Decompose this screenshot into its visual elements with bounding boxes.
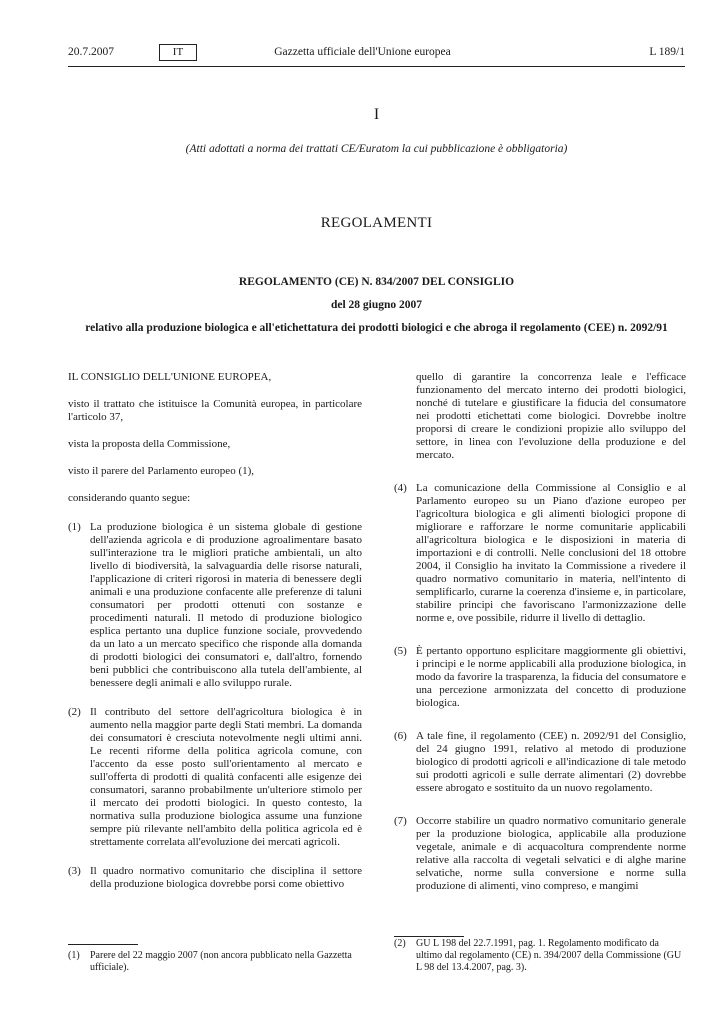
footnote-1: [68, 950, 362, 974]
acts-note: (Atti adottati a norma dei trattati CE/Euratom la cui pubblicazione è obbligatoria): [185, 143, 568, 155]
recital-text: A tale fine, il regolamento (CEE) n. 2092/91 del Consiglio, del 24 giugno 1991, relativo al metodo di produzione biologico di prodotti agricoli e all'indicazione di tale metodo sui prodotti agricoli e sulle derrate alimentari (2) dovrebbe essere abrogato e sostituito da un nuovo regolamento.: [416, 730, 686, 794]
recital-number: (6): [394, 730, 407, 742]
language-badge: IT: [159, 44, 197, 61]
regulation-subject: relativo alla produzione biologica e all'etichettatura dei prodotti biologici e che abroga il regolamento (CEE) n. 2092/91: [85, 322, 668, 334]
recital-number: (1): [68, 521, 81, 533]
recital-3-continued: [394, 371, 686, 462]
recital-number: (7): [394, 815, 407, 827]
footnote-text: GU L 198 del 22.7.1991, pag. 1. Regolamento modificato da ultimo dal regolamento (CE) n. 394/2007 della Commissione (GU L 98 del 13.4.2007, pag. 3).: [416, 938, 682, 973]
page-number: L 189/1: [649, 46, 685, 58]
recital-number: (3): [68, 865, 81, 877]
recital-text: quello di garantire la concorrenza leale e l'efficace funzionamento del mercato interno dei prodotti biologici, nonché di tutelare e giustificare la fiducia del consumatore nei prodotti etichettati come biologici. Dovrebbe inoltre proporsi di creare le condizioni propizie allo sviluppo del settore, in linea con l'evoluzione della produzione e del mercato.: [416, 371, 686, 461]
recital-text: La comunicazione della Commissione al Consiglio e al Parlamento europeo su un Piano d'azione europeo per l'agricoltura biologica e gli alimenti biologici propone di migliorare e rafforzare le norme comunitarie applicabili all'agricoltura biologica e le disposizioni in materia di importazioni e di controlli. Nelle conclusioni del 18 ottobre 2004, il Consiglio ha invitato la Commissione a rivedere il quadro normativo comunitario in materia, nell'intento di semplificarlo, curarne la coerenza d'insieme e, in particolare, stabilire principi che favoriscano l'armonizzazione delle norme e, ove possibile, ridurre il livello di dettaglio.: [416, 482, 686, 624]
council-preamble: IL CONSIGLIO DELL'UNIONE EUROPEA,: [68, 371, 272, 383]
recital-text: Il quadro normativo comunitario che disciplina il settore della produzione biologica dovrebbe porsi come obiettivo: [90, 865, 362, 890]
publication-title: Gazzetta ufficiale dell'Unione europea: [274, 46, 451, 58]
recital-4: [394, 482, 686, 625]
header-divider: [68, 66, 685, 67]
recital-6: [394, 730, 686, 795]
recital-text: Il contributo del settore dell'agricoltura biologica è in aumento nella maggior parte degli Stati membri. La domanda dei consumatori è cresciuta notevolmente negli ultimi anni. Le recenti riforme della politica agricola comune, con l'accento da esse posto sull'orientamento al mercato e sull'offerta di prodotti di qualità confacenti alle esigenze dei consumatori, saranno probabilmente un'ulteriore stimolo per il mercato dei prodotti biologici. In questo contesto, la normativa sulla produzione biologica assume una funzione sempre più rilevante nell'ambito della politica agricola ed è strettamente correlata all'evoluzione dei mercati agricoli.: [90, 706, 362, 848]
footnote-number: (2): [394, 938, 406, 949]
recital-text: Occorre stabilire un quadro normativo comunitario generale per la produzione biologica, applicabile alla produzione vegetale, animale e di acquacoltura comprendente norme relative alla raccolta di vegetali selvatici e di alghe marine selvatiche, norme sulla conversione e norme sulla produzione di alimenti, vino compreso, e mangimi: [416, 815, 686, 892]
footnote-2: [394, 938, 686, 974]
left-column: [68, 371, 362, 904]
regulation-date: del 28 giugno 2007: [330, 299, 423, 311]
recital-3: [68, 865, 362, 891]
recital-number: (2): [68, 706, 81, 718]
recital-text: È pertanto opportuno esplicitare maggiormente gli obiettivi, i principi e le norme applicabili alla produzione biologica, in modo da favorire la trasparenza, la fiducia del consumatore e una percezione armonizzata del concetto di produzione biologica.: [416, 645, 686, 709]
header-date: 20.7.2007: [68, 46, 114, 58]
footnote-number: (1): [68, 950, 80, 961]
section-heading: REGOLAMENTI: [320, 215, 433, 231]
footnote-text: Parere del 22 maggio 2007 (non ancora pubblicato nella Gazzetta ufficiale).: [90, 950, 352, 973]
recital-number: (5): [394, 645, 407, 657]
recital-1: [68, 521, 362, 690]
recital-7: [394, 815, 686, 893]
part-number: I: [373, 106, 380, 123]
treaty-citation: visto il trattato che istituisce la Comunità europea, in particolare l'articolo 37,: [68, 398, 362, 423]
parliament-citation: visto il parere del Parlamento europeo (1),: [68, 465, 255, 477]
footnote-divider: [394, 936, 464, 937]
right-column: [394, 371, 686, 906]
recital-5: [394, 645, 686, 710]
recital-number: (4): [394, 482, 407, 494]
regulation-title: REGOLAMENTO (CE) N. 834/2007 DEL CONSIGLIO: [238, 276, 515, 288]
proposal-citation: vista la proposta della Commissione,: [68, 438, 231, 450]
recital-2: [68, 706, 362, 849]
whereas-intro: considerando quanto segue:: [68, 492, 191, 504]
recital-text: La produzione biologica è un sistema globale di gestione dell'azienda agricola e di produzione agroalimentare basato sull'interazione tra le migliori pratiche ambientali, un alto livello di biodiversità, la salvaguardia delle risorse naturali, l'applicazione di criteri rigorosi in materia di benessere degli animali e una produzione confacente alle preferenze di taluni consumatori per prodotti ottenuti con sostanze e procedimenti naturali. Il metodo di produzione biologico esplica pertanto una duplice funzione sociale, provvedendo da un lato a un mercato specifico che risponde alla domanda di prodotti biologici dei consumatori e, dall'altro, fornendo beni pubblici che contribuiscono alla tutela dell'ambiente, al benessere degli animali e allo sviluppo rurale.: [90, 521, 362, 689]
footnote-divider: [68, 944, 138, 945]
